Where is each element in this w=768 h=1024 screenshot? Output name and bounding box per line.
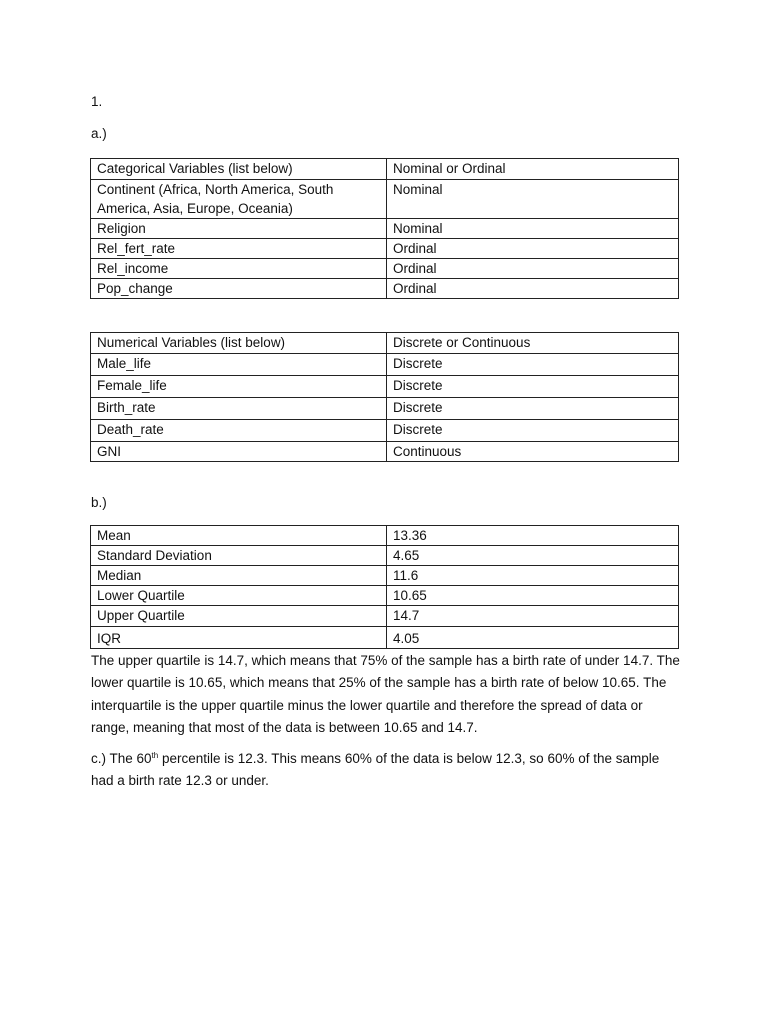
part-b-explanation: The upper quartile is 14.7, which means that 75% of the sample has a birth rate of under 14.7. The lower quartile is 10.65, which means that 25% of the sample has a birth rate of below 10.65. The interquartile is the upper quartile minus the lower quartile and therefore the spread of data or range, meaning that most of the data is between 10.65 and 14.7. [91, 653, 680, 735]
table-row [91, 279, 679, 299]
table-cell: Discrete [387, 354, 679, 376]
table-header-row [91, 333, 679, 354]
table-cell: Lower Quartile [91, 586, 387, 606]
part-c-answer [91, 748, 681, 793]
table-row [91, 219, 679, 239]
table-row [91, 566, 679, 586]
part-c-prefix: c.) The 60 [91, 751, 152, 766]
table-row [91, 180, 679, 219]
table-row [91, 376, 679, 398]
table-row [91, 546, 679, 566]
table-header-row [91, 159, 679, 180]
table-cell: Pop_change [91, 279, 387, 299]
table-cell: IQR [91, 627, 387, 649]
table-cell: 14.7 [387, 606, 679, 627]
table-cell: Death_rate [91, 420, 387, 442]
table-cell: Discrete [387, 398, 679, 420]
table-header-cell: Categorical Variables (list below) [91, 159, 387, 180]
table-row [91, 442, 679, 462]
question-number: 1. [91, 94, 103, 109]
table-cell: GNI [91, 442, 387, 462]
table-header-cell: Discrete or Continuous [387, 333, 679, 354]
table-row [91, 526, 679, 546]
table-cell: 4.05 [387, 627, 679, 649]
table-cell: 11.6 [387, 566, 679, 586]
part-a-label: a.) [91, 126, 107, 141]
table-cell: Continuous [387, 442, 679, 462]
table-row [91, 586, 679, 606]
table-row [91, 354, 679, 376]
table-header-cell: Numerical Variables (list below) [91, 333, 387, 354]
table-cell: 4.65 [387, 546, 679, 566]
table-cell: Male_life [91, 354, 387, 376]
table-cell: Rel_income [91, 259, 387, 279]
statistics-table [90, 525, 679, 649]
table-cell: 13.36 [387, 526, 679, 546]
table-row [91, 259, 679, 279]
table-cell: Ordinal [387, 259, 679, 279]
table-cell: Nominal [387, 180, 679, 219]
table-cell: Birth_rate [91, 398, 387, 420]
table-cell: Median [91, 566, 387, 586]
table-cell: Discrete [387, 420, 679, 442]
numerical-variables-table [90, 332, 679, 462]
categorical-variables-table [90, 158, 679, 299]
table-cell: Rel_fert_rate [91, 239, 387, 259]
table-cell: Female_life [91, 376, 387, 398]
table-row [91, 420, 679, 442]
table-row [91, 627, 679, 649]
table-row [91, 239, 679, 259]
table-cell: Mean [91, 526, 387, 546]
table-row [91, 398, 679, 420]
table-cell: Discrete [387, 376, 679, 398]
table-cell: Continent (Africa, North America, South America, Asia, Europe, Oceania) [91, 180, 387, 219]
table-cell: Standard Deviation [91, 546, 387, 566]
part-c-suffix: percentile is 12.3. This means 60% of the data is below 12.3, so 60% of the sample had a birth rate 12.3 or under. [91, 751, 660, 789]
table-row [91, 606, 679, 627]
table-cell: Religion [91, 219, 387, 239]
ordinal-superscript: th [151, 751, 159, 760]
table-cell: 10.65 [387, 586, 679, 606]
table-header-cell: Nominal or Ordinal [387, 159, 679, 180]
table-cell: Ordinal [387, 239, 679, 259]
part-b-label: b.) [91, 495, 107, 510]
table-cell: Nominal [387, 219, 679, 239]
table-cell: Ordinal [387, 279, 679, 299]
table-cell: Upper Quartile [91, 606, 387, 627]
